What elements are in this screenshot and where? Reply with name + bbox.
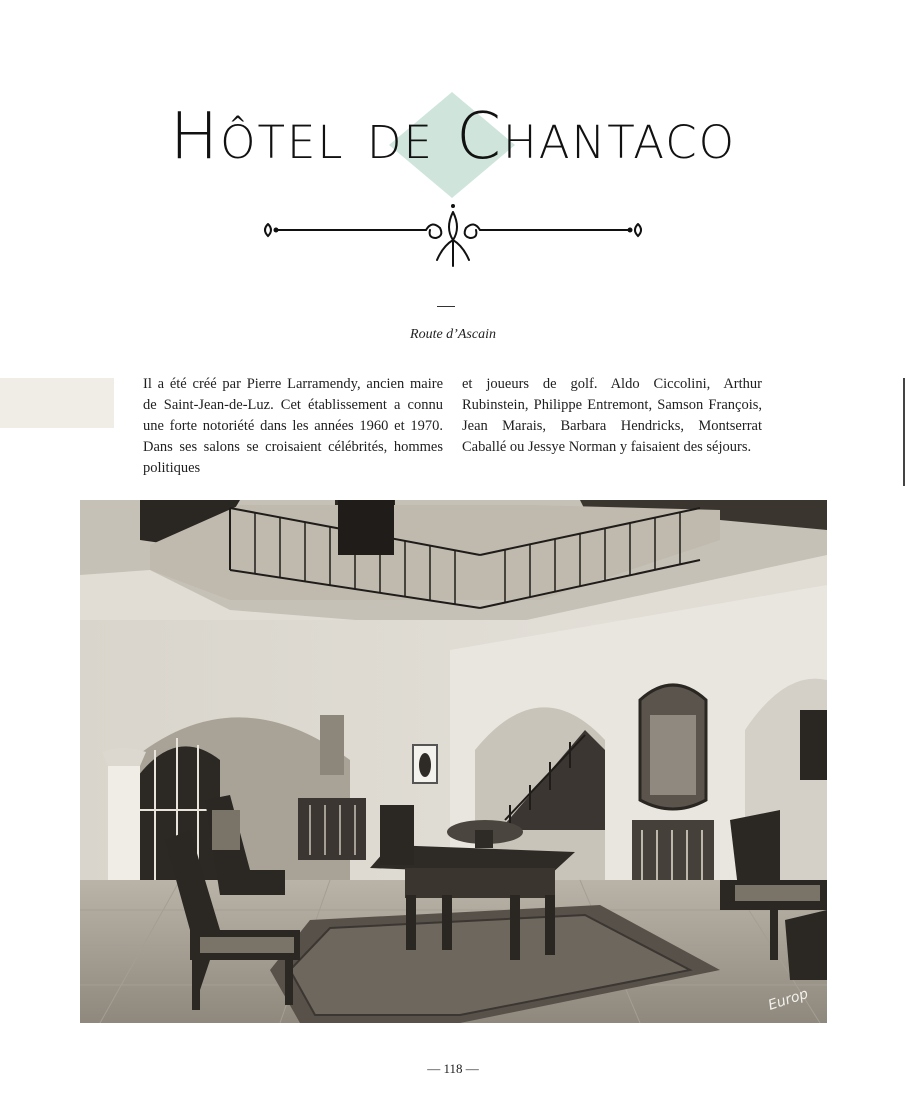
hotel-lobby-photo — [80, 500, 827, 1023]
side-tab — [0, 378, 114, 428]
page-subtitle: Route d’Ascain — [410, 327, 496, 342]
text-column-left: Il a été créé par Pierre Larramendy, ancien maire de Saint-Jean-de-Luz. Cet établissement a connu une forte notoriété dans les années 1960 et 1970. Dans ses salons se croisaient célébrités, hommes politiques — [143, 376, 443, 476]
page-title: Hôtel de Chantaco — [169, 100, 737, 174]
photo-signature: Europ — [766, 985, 811, 1014]
subtitle-dash — [437, 306, 455, 307]
text-column-right: et joueurs de golf. Aldo Ciccolini, Arthur Rubinstein, Philippe Entremont, Samson François, Jean Marais, Barbara Hendricks, Montserrat Caballé ou Jessye Norman y faisaient des séjours. — [462, 376, 762, 455]
right-edge-rule — [903, 378, 905, 486]
page-number: — 118 — — [427, 1061, 479, 1076]
ornament-divider — [256, 200, 650, 270]
